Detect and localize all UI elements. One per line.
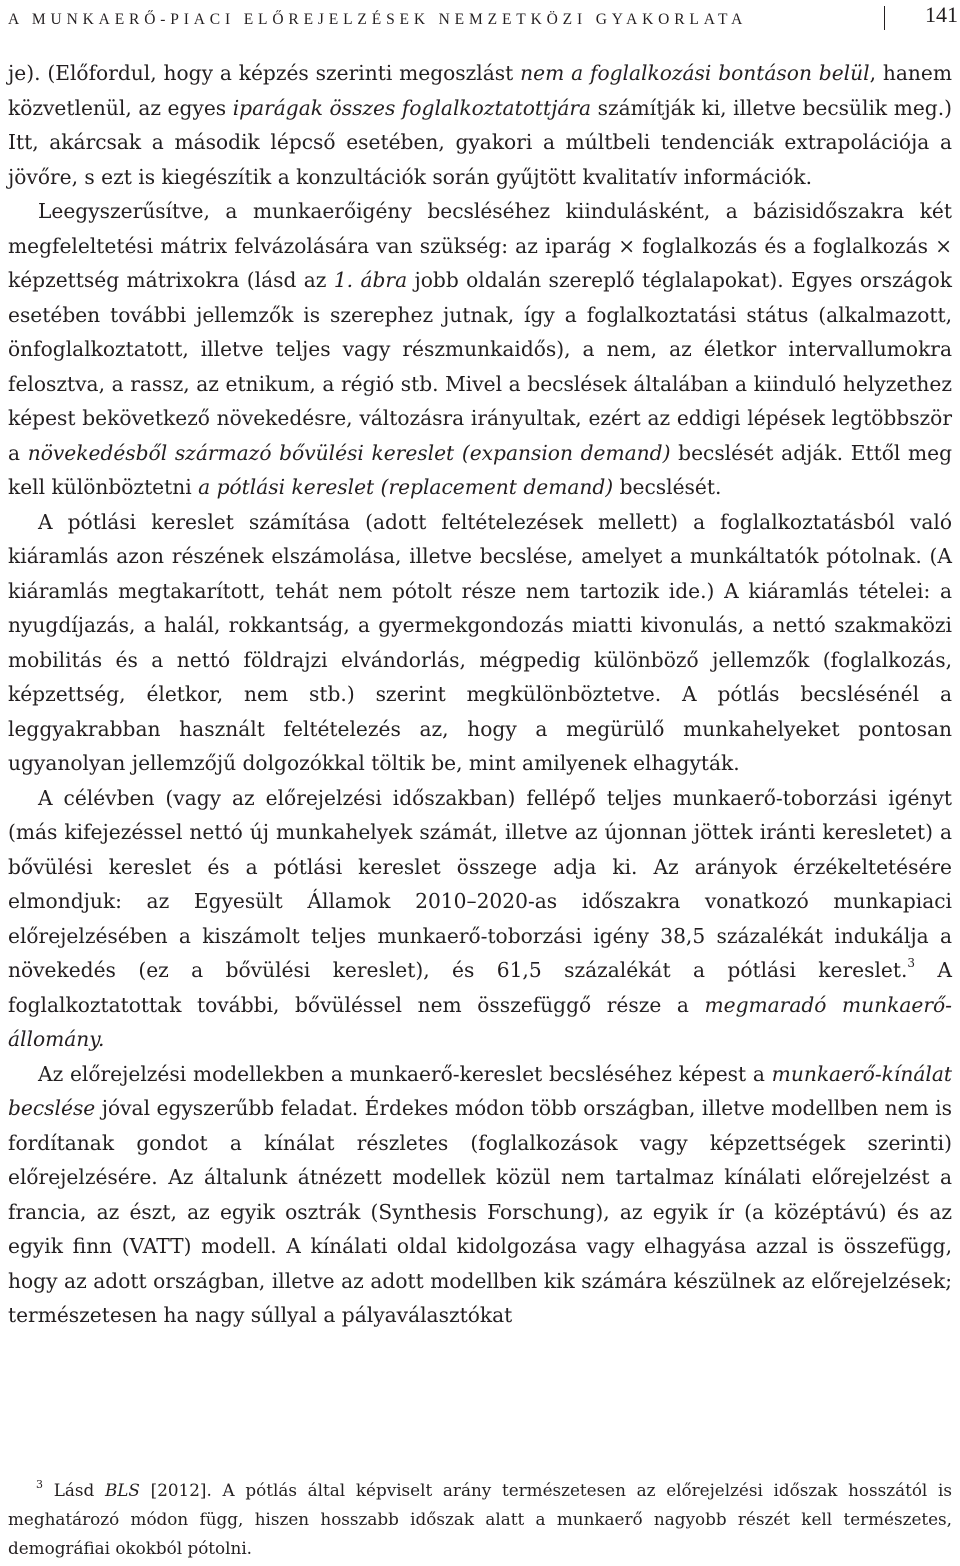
italic-text: BLS xyxy=(104,1480,140,1500)
paragraph xyxy=(8,194,952,505)
paragraph xyxy=(8,781,952,1057)
text-run: számítják ki, illetve becsülik meg.) Itt, akárcsak a második lépcső esetében, gyakori a múltbeli tendenciák extrapolációja a jövőre, s ezt is kiegészítik a konzultációk során gyűjtött kvalitatív információk. xyxy=(8,95,953,189)
body-text xyxy=(8,56,952,1333)
italic-text: megmaradó munkaerő-állomány. xyxy=(8,992,952,1051)
text-run: je). (Előfordul, hogy a képzés szerinti megoszlást xyxy=(8,61,521,85)
text-run: jóval egyszerűbb feladat. Érdekes módon több országban, illetve modellben nem is fordítanak gondot a kínálat részletes (foglalkozások vagy képzettségek szerinti) előrejelzésére. Az általunk átnézett modellek közül nem tartalmaz kínálati előrejelzést a francia, az észt, az egyik osztrák (Synthesis Forschung), az egyik ír (a középtávú) és az egyik finn (VATT) modell. A kínálati oldal kidolgozása vagy elhagyása azzal is összefügg, hogy az adott országban, illetve az adott modellben kik számára készülnek az előrejelzések; természetesen ha nagy súllyal a pályaválasztókat xyxy=(8,1096,952,1327)
paragraph xyxy=(8,1057,952,1333)
text-run: A foglalkoztatottak további, bővüléssel nem összefüggő része a xyxy=(8,958,953,1017)
header-divider xyxy=(884,6,885,30)
page-number: 141 xyxy=(925,2,958,27)
paragraph xyxy=(8,505,952,781)
text-run: jobb oldalán szereplő téglalapokat). Egyes országok esetében további jellemzők is szerephez jutnak, így a foglalkoztatási státus (alkalmazott, önfoglalkoztatott, illetve teljes vagy részmunkaidős), a nem, az életkor intervallumokra felosztva, a rassz, az etnikum, a régió stb. Mivel a becslések általában a kiinduló helyzethez képest bekövetkező növekedésre, változásra irányultak, ezért az eddigi lépések legtöbbször a xyxy=(8,268,952,465)
text-run: Lásd xyxy=(43,1480,105,1500)
italic-text: 1. ábra xyxy=(333,268,408,292)
italic-text: iparágak összes foglalkoztatottjára xyxy=(232,95,592,120)
text-run: becslését adják. Ettől meg kell különböztetni xyxy=(8,440,952,499)
text-run: [2012]. A pótlás által képviselt arány természetesen az előrejelzési időszak hosszától is meghatározó módon függ, hiszen hosszabb időszak alatt a munkaerő nagyobb részét kell természetes, demográfiai okokból pótolni. xyxy=(8,1480,953,1558)
text-run: A pótlási kereslet számítása (adott feltételezések mellett) a foglalkoztatásból való kiáramlás azon részének elszámolása, illetve becslése, amelyet a munkáltatók pótolnak. (A kiáramlás megtakarított, tehát nem pótolt része nem tartozik ide.) A kiáramlás tételei: a nyugdíjazás, a halál, rokkantság, a gyermekgondozás miatti kivonulás, a nettó szakmaközi mobilitás és a nettó földrajzi elvándorlás, mégpedig különböző jellemzők (foglalkozás, képzettség, életkor, nem stb.) szerint megkülönböztetve. A pótlás becslésénél a leggyakrabban használt feltételezés az, hogy a megürülő munkahelyeket pontosan ugyanolyan jellemzőjű dolgozókkal töltik be, mint amilyenek elhagyták. xyxy=(8,509,952,775)
text-run: Az előrejelzési modellekben a munkaerő-kereslet becsléséhez képest a xyxy=(38,1061,772,1086)
italic-text: nem a foglalkozási bontáson belül xyxy=(520,61,870,85)
italic-text: munkaerő-kínálat becslése xyxy=(8,1061,952,1120)
running-header xyxy=(8,2,952,38)
running-title: A MUNKAERŐ-PIACI ELŐREJELZÉSEK NEMZETKÖZI GYAKORLATA xyxy=(8,11,748,28)
italic-text: a pótlási kereslet (replacement demand) xyxy=(198,475,614,499)
footnote-marker: 3 xyxy=(36,1478,43,1491)
paragraph xyxy=(8,56,952,194)
text-run: Leegyszerűsítve, a munkaerőigény becsléséhez kiindulásként, a bázisidőszakra két megfeleltetési mátrix felvázolására van szükség: az iparág × foglalkozás és a foglalkozás × képzettség mátrixokra (lásd az xyxy=(8,199,952,292)
footnote-marker: 3 xyxy=(907,956,916,970)
italic-text: növekedésből származó bővülési kereslet (expansion demand) xyxy=(27,440,671,465)
footnotes xyxy=(8,1476,952,1563)
text-run: , hanem közvetlenül, az egyes xyxy=(8,61,952,120)
footnote xyxy=(8,1476,952,1563)
text-run: becslését. xyxy=(613,475,722,499)
text-run: A célévben (vagy az előrejelzési időszakban) fellépő teljes munkaerő-toborzási igényt (más kifejezéssel nettó új munkahelyek számát, illetve az újonnan jöttek iránti keresletet) a bővülési kereslet és a pótlási kereslet összege adja ki. Az arányok érzékeltetésére elmondjuk: az Egyesült Államok 2010–2020-as időszakra vonatkozó munkapiaci előrejelzésében a kiszámolt teljes munkaerő-toborzási igény 38,5 százalékát indukálja a növekedés (ez a bővülési kereslet), és 61,5 százalékát a pótlási kereslet. xyxy=(8,785,952,982)
